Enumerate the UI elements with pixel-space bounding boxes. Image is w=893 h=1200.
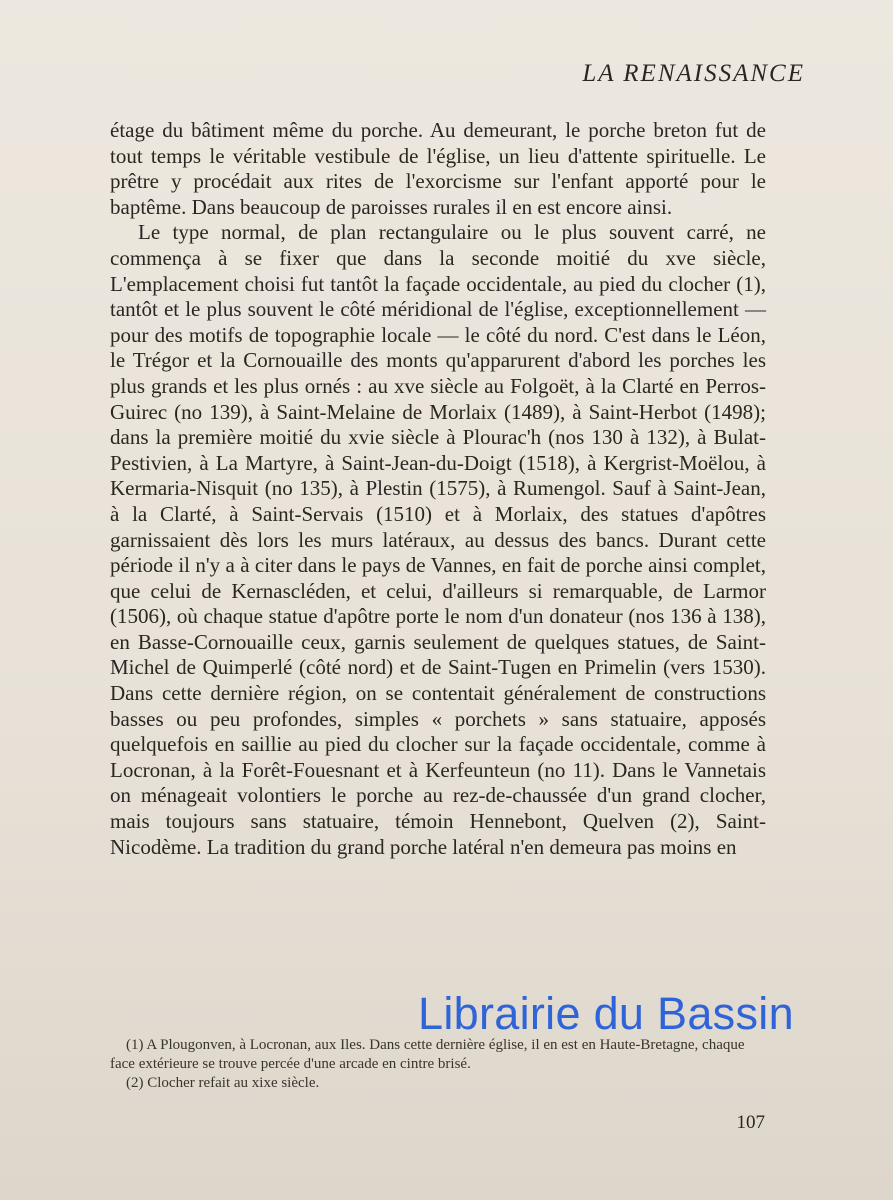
footnote-2: (2) Clocher refait au xixe siècle. [126, 1075, 320, 1091]
body-text [110, 118, 766, 860]
footnote-1: (1) A Plougonven, à Locronan, aux Iles. Dans cette dernière église, il en est en Haute-Bretagne, chaque face extérieure se trouve percée d'une arcade en cintre brisé. [110, 1037, 745, 1072]
footnotes [110, 1036, 760, 1093]
page-number: 107 [736, 1112, 765, 1133]
paragraph-2: Le type normal, de plan rectangulaire ou le plus souvent carré, ne commença à se fixer que dans la seconde moitié du xve siècle, L'emplacement choisi fut tantôt la façade occidentale, au pied du clocher (1), tantôt et le plus souvent le côté méridional de l'église, exceptionnellement — pour des motifs de topographie locale — le côté du nord. C'est dans le Léon, le Trégor et la Cornouaille des monts qu'apparurent d'abord les porches les plus grands et les plus ornés : au xve siècle au Folgoët, à la Clarté en Perros-Guirec (no 139), à Saint-Melaine de Morlaix (1489), à Saint-Herbot (1498); dans la première moitié du xvie siècle à Plourac'h (nos 130 à 132), à Bulat-Pestivien, à La Martyre, à Saint-Jean-du-Doigt (1518), à Kergrist-Moëlou, à Kermaria-Nisquit (no 135), à Plestin (1575), à Rumengol. Sauf à Saint-Jean, à la Clarté, à Saint-Servais (1510) et à Morlaix, des statues d'apôtres garnissaient dès lors les murs latéraux, au dessus des bancs. Durant cette période il n'y a à citer dans le pays de Vannes, en fait de porche ainsi complet, que celui de Kernascléden, et celui, d'ailleurs si remarquable, de Larmor (1506), où chaque statue d'apôtre porte le nom d'un donateur (nos 136 à 138), en Basse-Cornouaille ceux, garnis seulement de quelques statues, de Saint-Michel de Quimperlé (côté nord) et de Saint-Tugen en Primelin (vers 1530). Dans cette dernière région, on se contentait généralement de constructions basses ou peu profondes, simples « porchets » sans statuaire, apposés quelquefois en saillie au pied du clocher sur la façade occidentale, comme à Locronan, à la Forêt-Fouesnant et à Kerfeunteun (no 11). Dans le Vannetais on ménageait volontiers le porche au rez-de-chaussée d'un grand clocher, mais toujours sans statuaire, témoin Hennebont, Quelven (2), Saint-Nicodème. La tradition du grand porche latéral n'en demeura pas moins en [110, 220, 766, 859]
running-title: LA RENAISSANCE [582, 60, 805, 87]
paragraph-1: étage du bâtiment même du porche. Au demeurant, le porche breton fut de tout temps le véritable vestibule de l'église, un lieu d'attente spirituelle. Le prêtre y procédait aux rites de l'exorcisme sur l'enfant apporté pour le baptême. Dans beaucoup de paroisses rurales il en est encore ainsi. [110, 118, 766, 219]
watermark-text: Librairie du Bassin [418, 988, 794, 1039]
